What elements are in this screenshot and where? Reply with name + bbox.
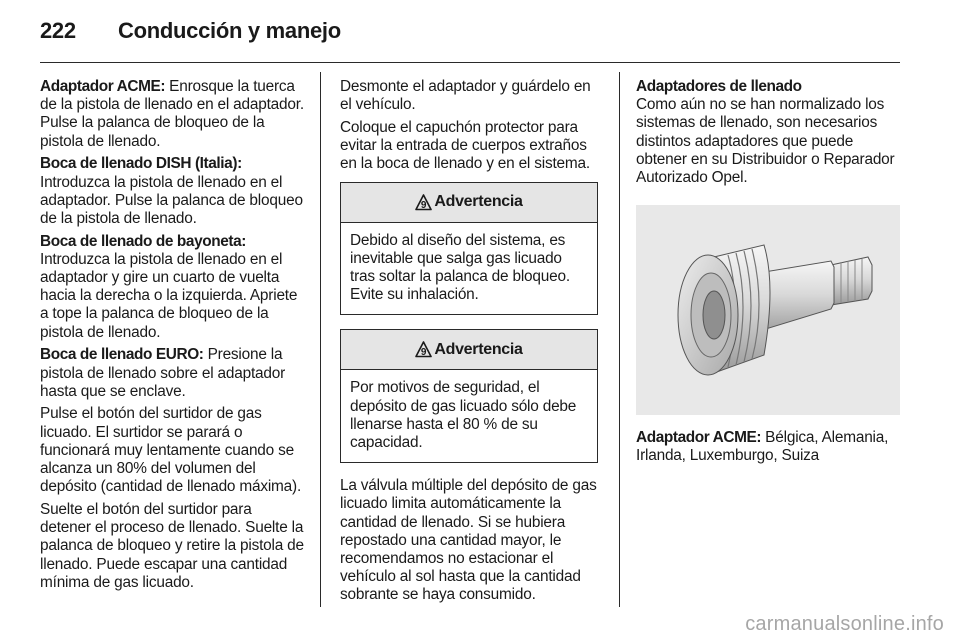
- paragraph-suelte: Suelte el botón del surtidor para detener el proceso de llenado. Suelte la palanca de bloqueo y retire la pistola de llenado. Puede escapar una cantidad mínima de gas licuado.: [40, 500, 304, 591]
- term-acme: Adaptador ACME:: [40, 78, 166, 95]
- text-bayoneta: Introduzca la pistola de llenado en el adaptador y gire un cuarto de vuelta hacia la derecha o la izquierda. Apriete a tope la palanca de bloqueo de la pistola de llenado.: [40, 250, 298, 341]
- page-number: 222: [40, 18, 76, 43]
- warning-box-2: [340, 329, 598, 463]
- warning-box-1: [340, 182, 598, 316]
- term-euro: Boca de llenado EURO:: [40, 346, 204, 364]
- warning-header-1: [341, 183, 597, 223]
- paragraph-capuchon: Coloque el capuchón protector para evitar la entrada de cuerpos extraños en la boca de llenado y en el sistema.: [340, 118, 590, 173]
- paragraph-bayoneta: [40, 233, 306, 342]
- paragraph-desmonte: Desmonte el adaptador y guárdelo en el vehículo.: [340, 78, 591, 114]
- adapter-illustration: [636, 205, 900, 415]
- text-acme: Enrosque la tuerca de la pistola de llenado en el adaptador. Pulse la palanca de bloqueo de la pistola de llenado.: [40, 78, 304, 150]
- text-dish: Introduzca la pistola de llenado en el adaptador. Pulse la palanca de bloqueo de la pistola de llenado.: [40, 173, 303, 227]
- column-1: [40, 78, 306, 596]
- warning-body-2: Por motivos de seguridad, el depósito de gas licuado sólo debe llenarse hasta el 80 % de su capacidad.: [350, 379, 577, 451]
- paragraph-acme: [40, 78, 306, 151]
- term-dish: Boca de llenado DISH (Italia):: [40, 155, 242, 173]
- warning-triangle-icon: [415, 194, 432, 211]
- column-divider-2: [619, 72, 620, 607]
- paragraph-pulse: Pulse el botón del surtidor de gas licuado. El surtidor se parará o funcionará muy lentamente cuando se alcanza un 80% del volumen del depósito (cantidad de llenado máxima).: [40, 405, 302, 496]
- warning-triangle-icon: [415, 341, 432, 358]
- warning-body-1: Debido al diseño del sistema, es inevitable que salga gas licuado tras soltar la palanca de bloqueo. Evite su inhalación.: [350, 231, 570, 304]
- figure-caption: [636, 429, 906, 465]
- warning-title-2: Advertencia: [434, 340, 523, 358]
- section-heading: Adaptadores de llenado: [636, 78, 802, 95]
- term-bayoneta: Boca de llenado de bayoneta:: [40, 232, 247, 250]
- chapter-title: Conducción y manejo: [118, 18, 341, 43]
- warning-title-1: Advertencia: [434, 192, 523, 210]
- warning-header-2: [341, 330, 597, 370]
- acme-adapter-image: [636, 205, 900, 415]
- paragraph-adaptadores: Como aún no se han normalizado los sistemas de llenado, son necesarios distintos adaptadores que puede obtener en su Distribuidor o Reparador Autorizado Opel.: [636, 96, 895, 187]
- svg-text:9: 9: [421, 199, 427, 211]
- caption-text: Bélgica, Alemania, Irlanda, Luxemburgo, Suiza: [636, 429, 889, 465]
- column-3: [636, 78, 906, 470]
- paragraph-valvula: La válvula múltiple del depósito de gas licuado limita automáticamente la cantidad de llenado. Si se hubiera repostado una cantidad mayor, le recomendamos no estacionar el vehículo al sol hasta que la cantidad sobrante se haya consumido.: [340, 477, 597, 604]
- header-rule: [40, 62, 900, 63]
- column-2: [340, 78, 606, 609]
- text-euro: Presione la pistola de llenado sobre el adaptador hasta que se enclave.: [40, 346, 286, 400]
- paragraph-dish: [40, 155, 306, 228]
- column-divider-1: [320, 72, 321, 607]
- svg-text:9: 9: [421, 347, 427, 359]
- paragraph-euro: [40, 346, 306, 401]
- watermark: carmanualsonline.info: [745, 613, 944, 635]
- caption-term: Adaptador ACME:: [636, 429, 762, 447]
